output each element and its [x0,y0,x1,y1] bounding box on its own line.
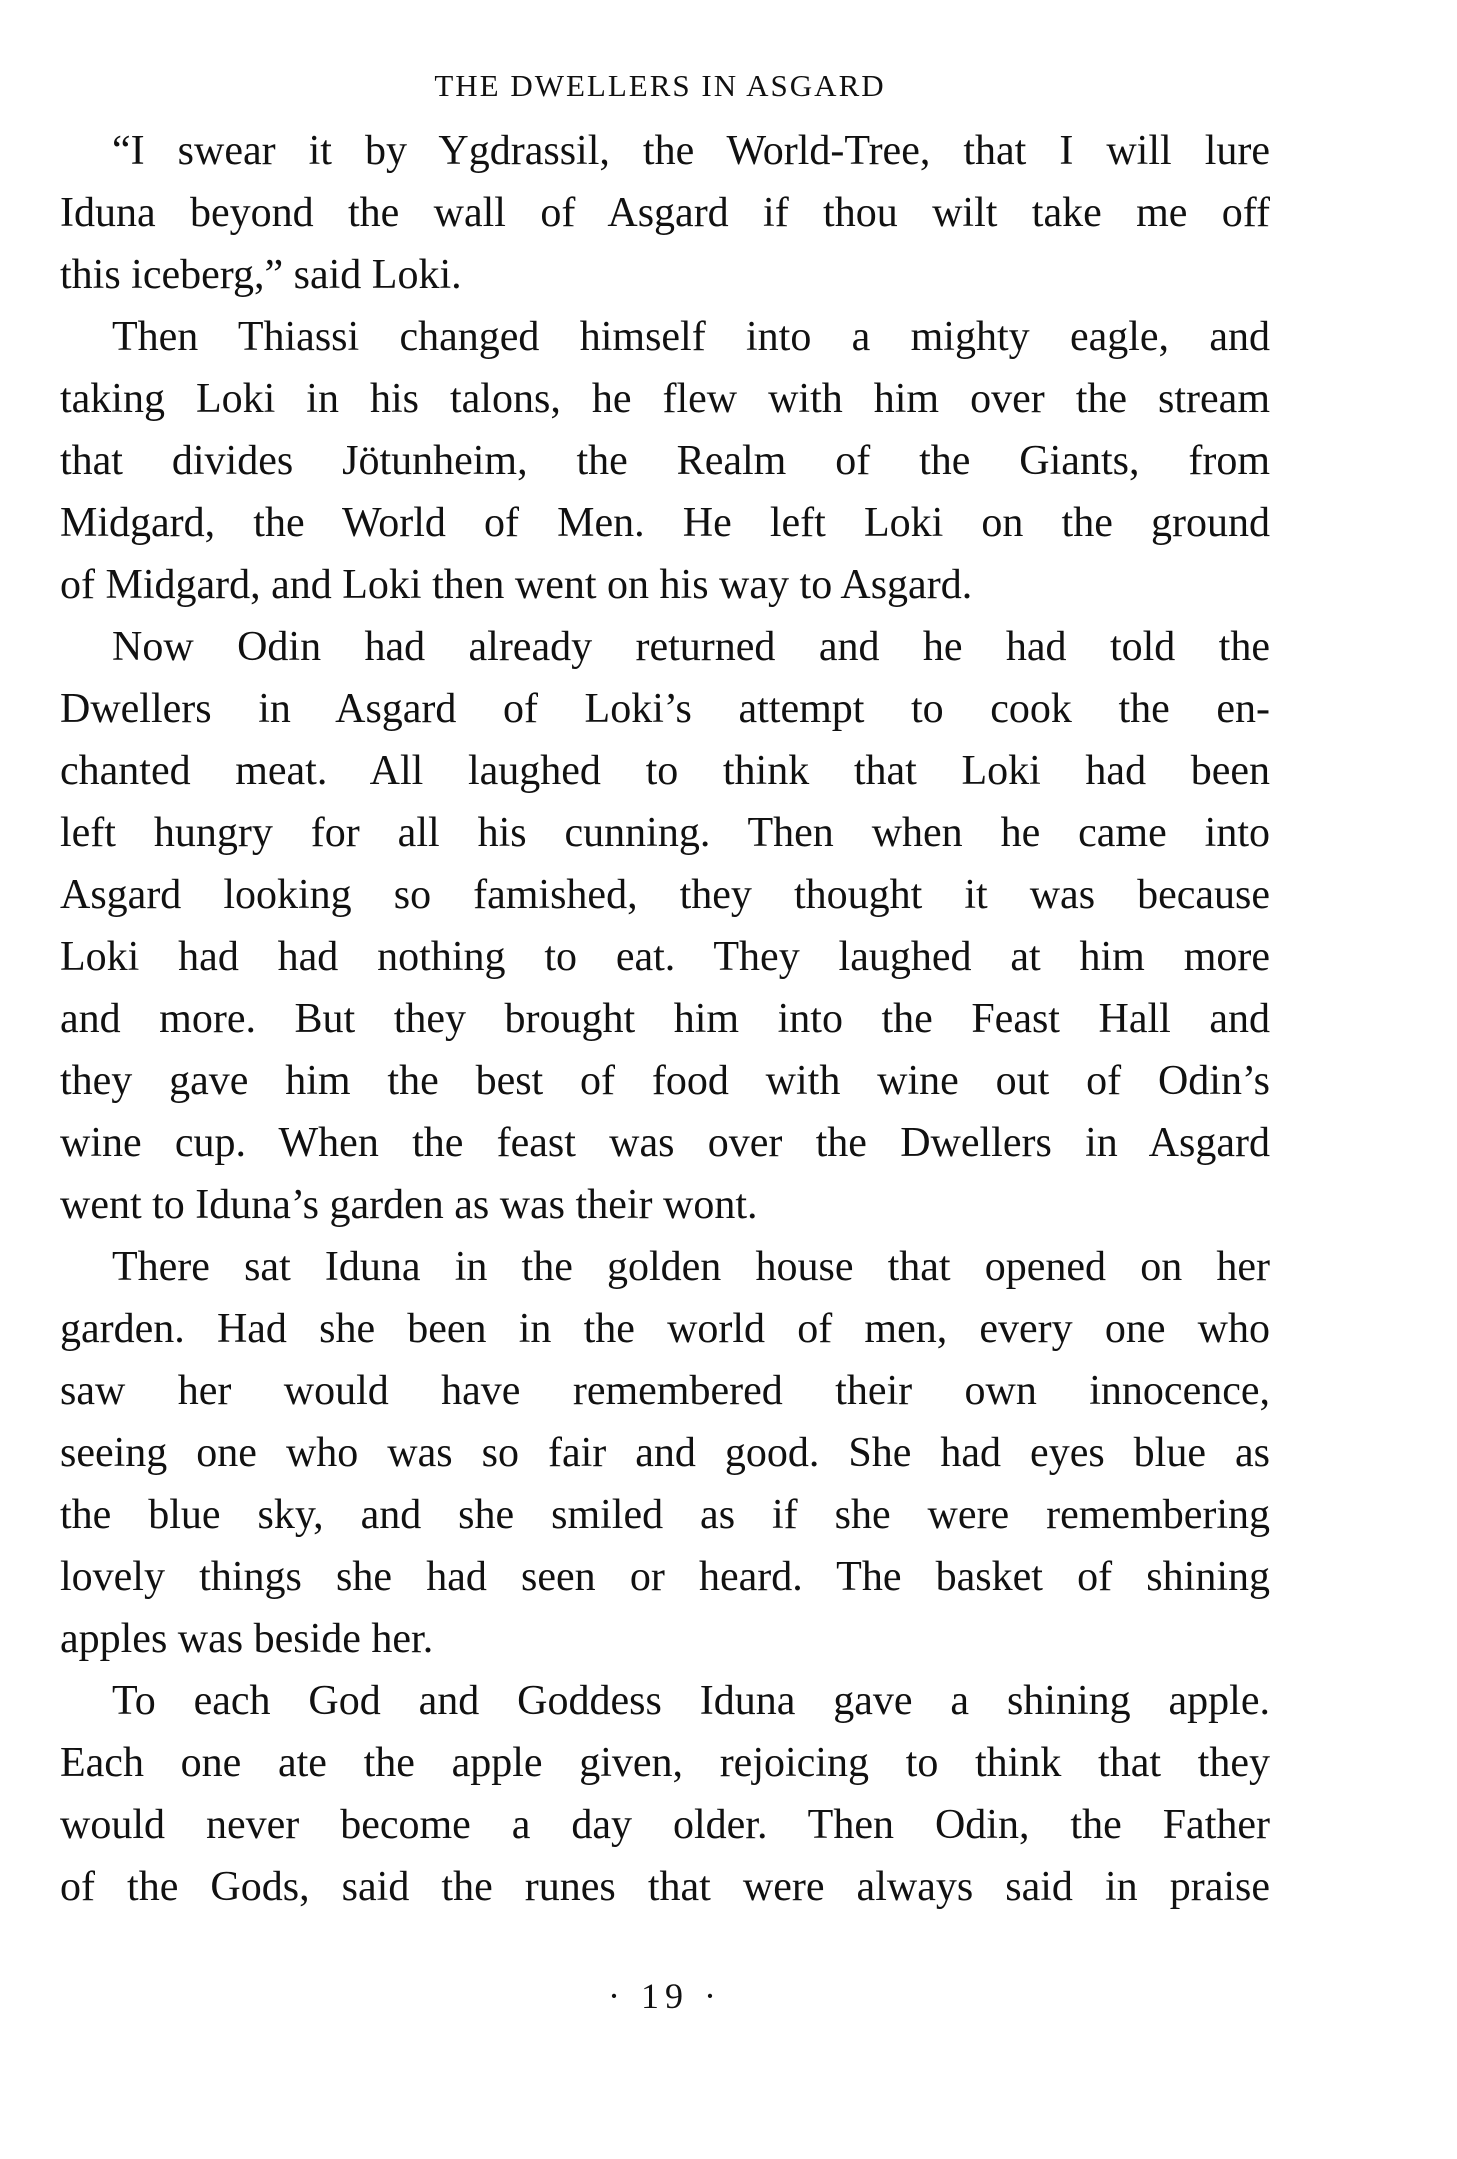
paragraph-4 [60,1236,1270,1670]
text-line: Asgard looking so famished, they thought it was because [60,872,1270,918]
body-text [60,120,1270,1918]
text-line: left hungry for all his cunning. Then when he came into [60,810,1270,856]
text-line: they gave him the best of food with wine out of Odin’s [60,1058,1270,1104]
text-line: There sat Iduna in the golden house that opened on her [112,1244,1270,1290]
paragraph-2 [60,306,1270,616]
text-line: Loki had had nothing to eat. They laughed at him more [60,934,1270,980]
text-line: the blue sky, and she smiled as if she were remembering [60,1492,1270,1538]
text-line: seeing one who was so fair and good. She had eyes blue as [60,1430,1270,1476]
text-line: “I swear it by Ygdrassil, the World-Tree, that I will lure [112,128,1270,174]
text-line: chanted meat. All laughed to think that Loki had been [60,748,1270,794]
paragraph-3 [60,616,1270,1236]
text-line: Each one ate the apple given, rejoicing to think that they [60,1740,1270,1786]
text-line: saw her would have remembered their own innocence, [60,1368,1270,1414]
paragraph-1 [60,120,1270,306]
text-line: Then Thiassi changed himself into a mighty eagle, and [112,314,1270,360]
text-line: and more. But they brought him into the Feast Hall and [60,996,1270,1042]
text-line: wine cup. When the feast was over the Dwellers in Asgard [60,1120,1270,1166]
text-line: that divides Jötunheim, the Realm of the Giants, from [60,438,1270,484]
text-line: would never become a day older. Then Odin, the Father [60,1802,1270,1848]
running-head: THE DWELLERS IN ASGARD [434,68,886,103]
text-line: garden. Had she been in the world of men, every one who [60,1306,1270,1352]
text-line: of Midgard, and Loki then went on his way to Asgard. [60,562,973,608]
text-line: lovely things she had seen or heard. The basket of shining [60,1554,1270,1600]
text-line: this iceberg,” said Loki. [60,252,462,298]
text-line: went to Iduna’s garden as was their wont. [60,1182,758,1228]
text-line: of the Gods, said the runes that were always said in praise [60,1864,1270,1910]
text-line: To each God and Goddess Iduna gave a shining apple. [112,1678,1270,1724]
text-line: taking Loki in his talons, he flew with him over the stream [60,376,1270,422]
text-line: Midgard, the World of Men. He left Loki on the ground [60,500,1270,546]
page-number: · 19 · [608,1976,722,2016]
text-line: Dwellers in Asgard of Loki’s attempt to cook the en- [60,686,1270,732]
text-line: Iduna beyond the wall of Asgard if thou wilt take me off [60,190,1270,236]
text-line: Now Odin had already returned and he had told the [112,624,1270,670]
paragraph-5 [60,1670,1270,1918]
text-line: apples was beside her. [60,1616,434,1662]
